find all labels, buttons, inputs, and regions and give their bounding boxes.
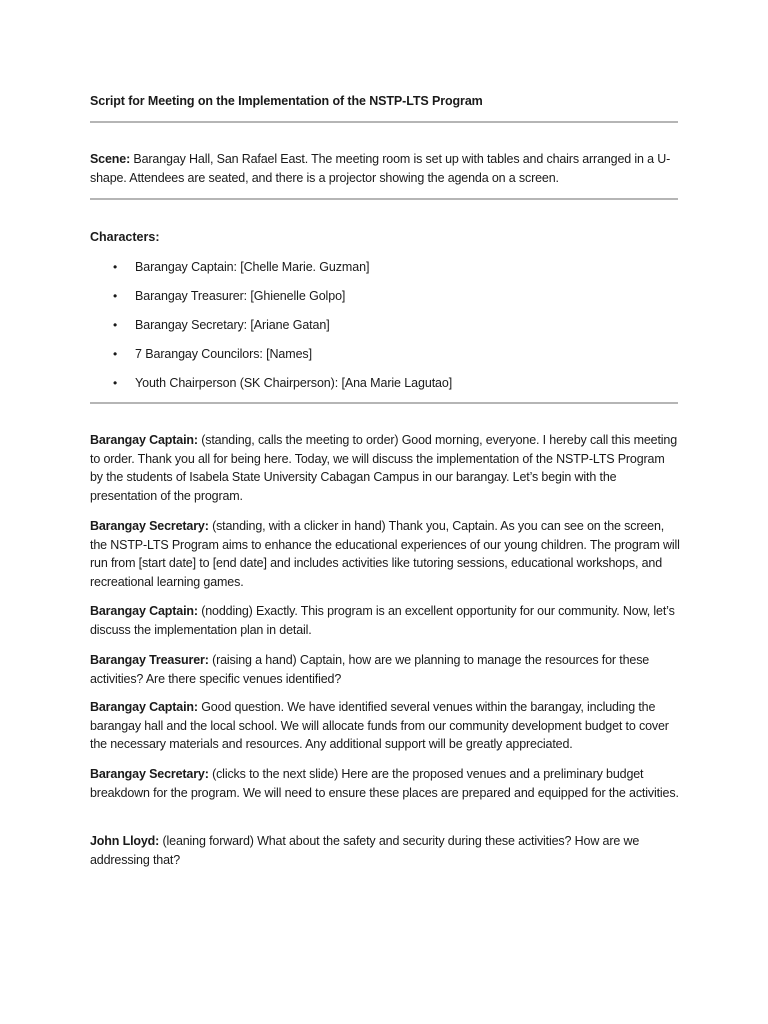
- bullet-icon: •: [113, 318, 118, 332]
- bullet-icon: •: [113, 260, 118, 274]
- list-item: [90, 287, 452, 316]
- dialogue-text: Good question. We have identified several venues within the barangay, including the barangay hall and the local school. We will allocate funds from our community development budget to cover the necessary materials and resources. Any additional support will be greatly appreciated.: [90, 700, 669, 752]
- dialogue-line: [90, 651, 680, 688]
- dialogue-text: (leaning forward) What about the safety and security during these activities? How are we addressing that?: [90, 834, 640, 867]
- divider-scene: [90, 198, 678, 200]
- dialogue-line: [90, 517, 680, 591]
- speaker-name: Barangay Secretary:: [90, 519, 209, 533]
- speaker-name: Barangay Treasurer:: [90, 653, 209, 667]
- character-entry: Barangay Captain: [Chelle Marie. Guzman]: [135, 260, 370, 274]
- character-entry: Barangay Secretary: [Ariane Gatan]: [135, 318, 330, 332]
- character-entry: Barangay Treasurer: [Ghienelle Golpo]: [135, 289, 346, 303]
- bullet-icon: •: [113, 347, 118, 361]
- dialogue-line: [90, 602, 680, 639]
- speaker-name: Barangay Captain:: [90, 433, 198, 447]
- dialogue-text: (clicks to the next slide) Here are the proposed venues and a preliminary budget breakdown for the program. We will need to ensure these places are prepared and equipped for the activities.: [90, 767, 679, 800]
- scene-paragraph: [90, 150, 680, 187]
- dialogue-text: (standing, calls the meeting to order) Good morning, everyone. I hereby call this meeting to order. Thank you all for being here. Today, we will discuss the implementation of the NSTP-LTS Program by the students of Isabela State University Cabagan Campus in our barangay. Let’s begin with the presentation of the program.: [90, 433, 678, 503]
- character-entry: Youth Chairperson (SK Chairperson): [Ana Marie Lagutao]: [135, 376, 453, 390]
- list-item: [90, 316, 452, 345]
- dialogue-text: (raising a hand) Captain, how are we planning to manage the resources for these activities? Are there specific venues identified?: [90, 653, 650, 686]
- character-entry: 7 Barangay Councilors: [Names]: [135, 347, 312, 361]
- speaker-name: John Lloyd:: [90, 834, 160, 848]
- list-item: [90, 374, 452, 403]
- dialogue-line: [90, 765, 680, 802]
- divider-characters: [90, 402, 678, 404]
- bullet-icon: •: [113, 289, 118, 303]
- document-title: Script for Meeting on the Implementation of the NSTP-LTS Program: [90, 94, 483, 108]
- dialogue-line: [90, 431, 680, 505]
- speaker-name: Barangay Secretary:: [90, 767, 209, 781]
- dialogue-line: [90, 698, 680, 754]
- list-item: [90, 258, 452, 287]
- bullet-icon: •: [113, 376, 118, 390]
- speaker-name: Barangay Captain:: [90, 604, 198, 618]
- characters-label: Characters:: [90, 230, 160, 244]
- divider-title: [90, 121, 678, 123]
- characters-list: [90, 258, 452, 403]
- speaker-name: Barangay Captain:: [90, 700, 198, 714]
- dialogue-line: [90, 832, 680, 869]
- dialogue-text: (standing, with a clicker in hand) Thank you, Captain. As you can see on the screen, the NSTP-LTS Program aims to enhance the educational experiences of our young children. The program will run from [start date] to [end date] and includes activities like tutoring sessions, educational workshops, and recreational learning games.: [90, 519, 680, 589]
- scene-text: Barangay Hall, San Rafael East. The meeting room is set up with tables and chairs arranged in a U-shape. Attendees are seated, and there is a projector showing the agenda on a screen.: [90, 152, 671, 185]
- dialogue-text: (nodding) Exactly. This program is an excellent opportunity for our community. Now, let’s discuss the implementation plan in detail.: [90, 604, 675, 637]
- scene-label: Scene:: [90, 152, 131, 166]
- list-item: [90, 345, 452, 374]
